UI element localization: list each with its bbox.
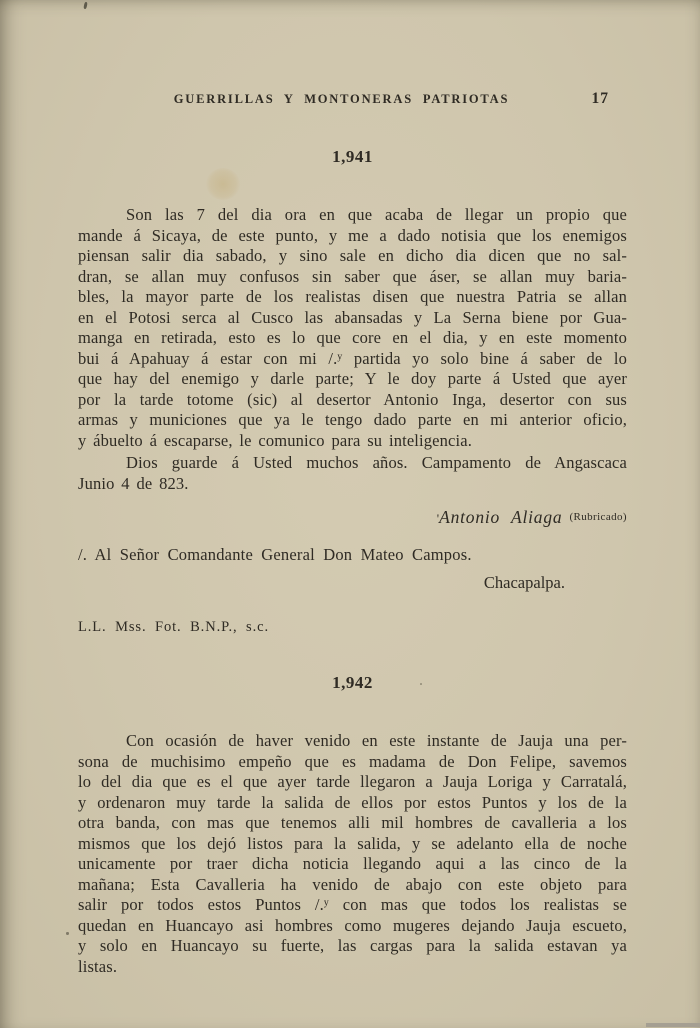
paper-stain <box>206 168 240 200</box>
text-line: piensan salir dia sabado, y sino sale en dicho dia dicen que no sal- <box>78 246 627 265</box>
running-head <box>78 92 627 109</box>
signature-name: Antonio Aliaga <box>439 507 563 527</box>
section-number-1942: 1,942 <box>332 673 373 692</box>
text-line: que hay del enemigo y darle parte; Y le doy parte á Usted que ayer <box>78 369 627 388</box>
ink-speck <box>66 932 69 935</box>
text-line: unicamente por traer dicha noticia llegando aqui a las cinco de la <box>78 854 627 873</box>
text-line: manga en retirada, esto es lo que core en el dia, y en este momento <box>78 328 627 347</box>
text-line: otra banda, con mas que tenemos alli mil hombres de cavalleria a los <box>78 813 627 832</box>
text-line: Son las 7 del dia ora en que acaba de llegar un propio que <box>126 205 627 224</box>
ink-speck <box>420 683 422 685</box>
document-1942-body <box>78 731 627 977</box>
ink-mark: ' <box>436 511 440 526</box>
signature-annotation: (Rubricado) <box>569 511 627 523</box>
text-line: Con ocasión de haver venido en este instante de Jauja una per- <box>126 731 627 750</box>
running-head-title: GUERRILLAS Y MONTONERAS PATRIOTAS <box>173 92 510 106</box>
addressee-line: /. Al Señor Comandante General Don Mateo Campos. <box>78 545 472 564</box>
text-line: salir por todos estos Puntos /.ʸ con mas que todos los realistas se <box>78 895 627 914</box>
scan-edge-artifact <box>646 1023 700 1027</box>
text-line: bles, la mayor parte de los realistas disen que nuestra Patria se allan <box>78 287 627 306</box>
text-line: mismos que los dejó listos para la salida, y se adelanto ella de noche <box>78 833 627 853</box>
text-line: mañana; Esta Cavalleria ha venido de abajo con este objeto para <box>78 874 627 894</box>
text-line: y ordenaron muy tarde la salida de ellos por estos Puntos y los de la <box>78 792 627 812</box>
text-line: armas y municiones que ya le tengo dado parte en mi anterior oficio, <box>78 410 627 429</box>
ink-speck <box>83 2 87 9</box>
source-citation: L.L. Mss. Fot. B.N.P., s.c. <box>78 619 269 635</box>
text-line: dran, se allan muy confusos sin saber que áser, se allan muy baria- <box>78 266 627 286</box>
page-number: 17 <box>591 90 609 107</box>
text-line: en el Potosi serca al Cusco las abansadas y La Serna biene por Gua- <box>78 307 627 327</box>
text-line: Dios guarde á Usted muchos años. Campamento de Angascaca <box>126 453 627 472</box>
section-number-1941: 1,941 <box>332 147 373 166</box>
document-1941-body <box>78 205 627 451</box>
text-line: mande á Sicaya, de este punto, y me a dado notisia que los enemigos <box>78 225 627 245</box>
text-line: bui á Apahuay á estar con mi /.ʸ partida yo solo bine á saber de lo <box>78 348 627 368</box>
text-line: y ábuelto á escaparse, le comunico para su inteligencia. <box>78 430 472 450</box>
signature-block <box>78 506 627 531</box>
place-line: Chacapalpa. <box>483 572 565 592</box>
document-1941-closing <box>78 453 627 494</box>
text-line: Junio 4 de 823. <box>78 473 189 493</box>
text-line: listas. <box>78 956 118 976</box>
text-line: sona de muchisimo empeño que es madama de Don Felipe, savemos <box>78 751 627 771</box>
text-line: lo del dia que es el que ayer tarde llegaron a Jauja Loriga y Carratalá, <box>78 772 627 791</box>
text-line: y solo en Huancayo su fuerte, las cargas para la salida estavan ya <box>78 936 627 955</box>
text-line: quedan en Huancayo asi hombres como mugeres dejando Jauja escueto, <box>78 915 627 935</box>
text-line: por la tarde totome (sic) al desertor Antonio Inga, desertor con sus <box>78 389 627 409</box>
